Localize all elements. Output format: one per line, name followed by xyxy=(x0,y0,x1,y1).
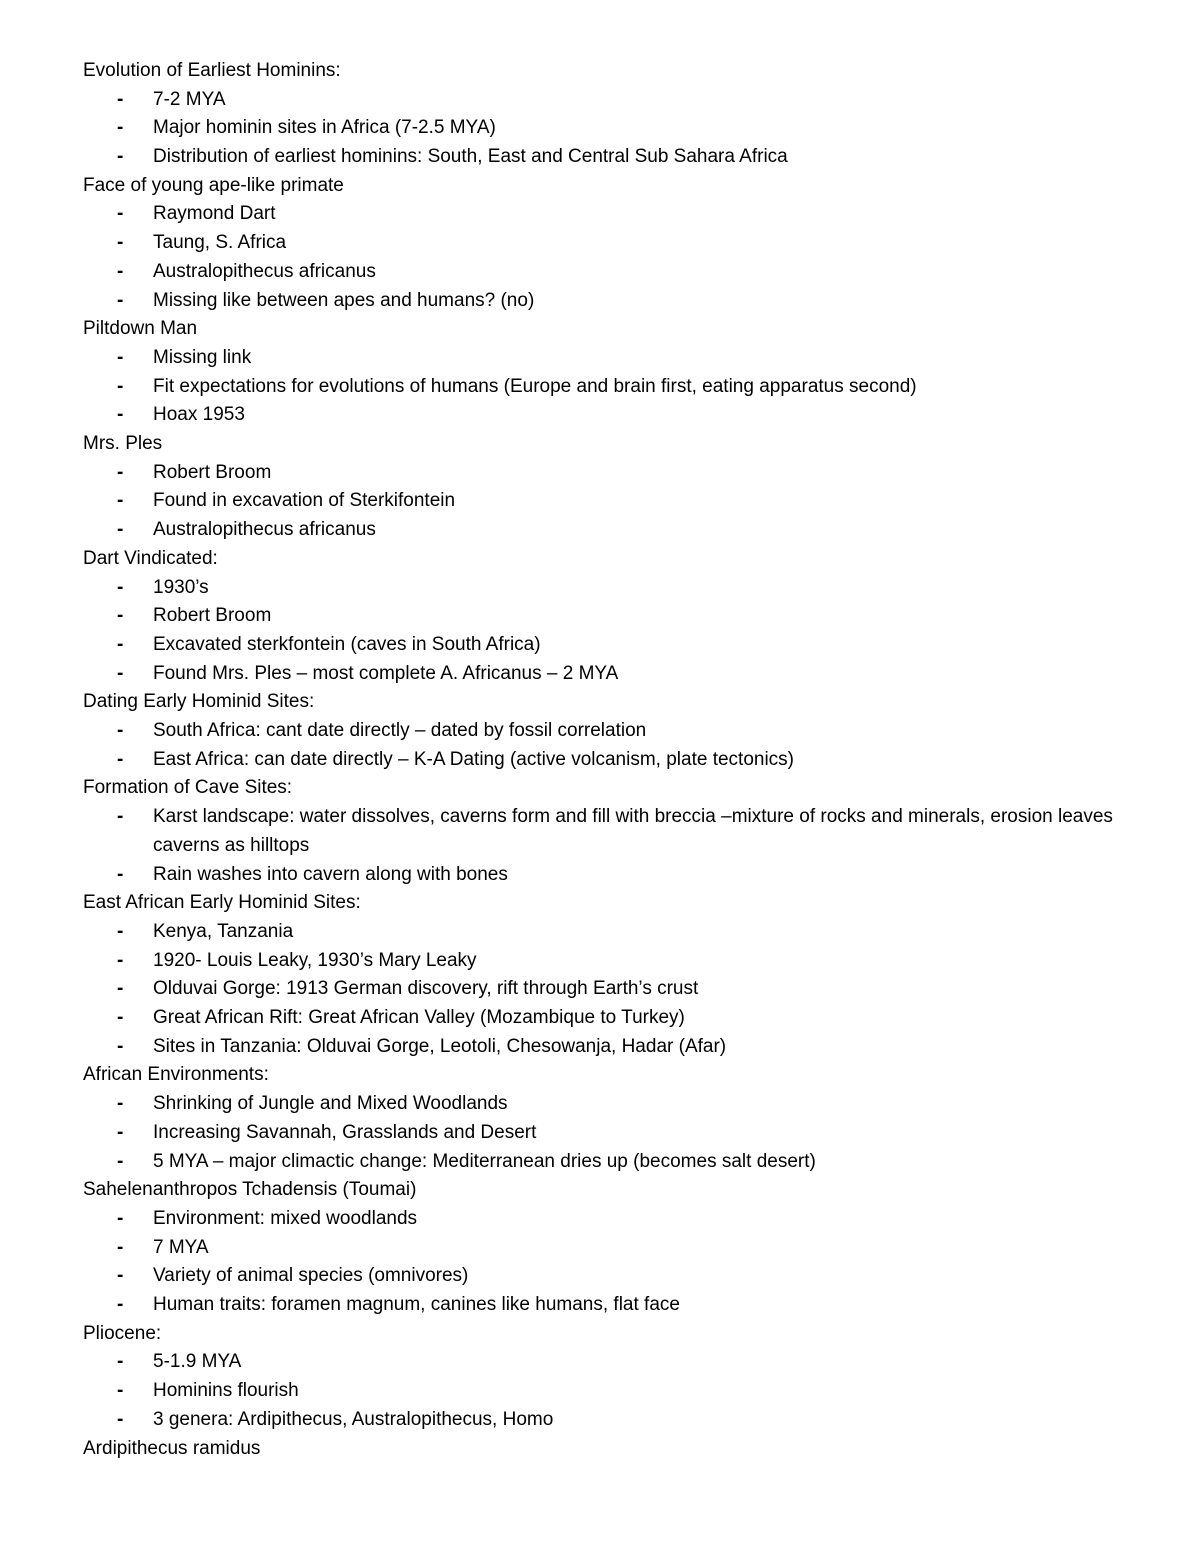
bullet-item xyxy=(83,373,1133,402)
bullet-text: 5-1.9 MYA xyxy=(153,1351,242,1373)
note-section xyxy=(83,1176,1133,1320)
bullet-dash: - xyxy=(117,1294,124,1316)
bullet-list xyxy=(83,717,1133,774)
bullet-dash: - xyxy=(117,576,124,598)
bullet-dash: - xyxy=(117,1150,124,1172)
bullet-item xyxy=(83,1234,1133,1263)
bullet-text: 7-2 MYA xyxy=(153,88,226,110)
section-heading: Face of young ape-like primate xyxy=(83,174,344,196)
bullet-dash: - xyxy=(117,1380,124,1402)
bullet-text: Excavated sterkfontein (caves in South Africa) xyxy=(153,633,541,655)
section-heading: Sahelenanthropos Tchadensis (Toumai) xyxy=(83,1179,417,1201)
bullet-item xyxy=(83,660,1133,689)
bullet-item xyxy=(83,1004,1133,1033)
bullet-dash: - xyxy=(117,806,124,828)
bullet-text: Raymond Dart xyxy=(153,203,276,225)
section-heading: Pliocene: xyxy=(83,1322,162,1344)
bullet-text: East Africa: can date directly – K-A Dating (active volcanism, plate tectonics) xyxy=(153,748,795,770)
bullet-item xyxy=(83,229,1133,258)
bullet-text: 1920- Louis Leaky, 1930’s Mary Leaky xyxy=(153,949,477,971)
bullet-dash: - xyxy=(117,260,124,282)
section-heading: East African Early Hominid Sites: xyxy=(83,892,361,914)
bullet-item xyxy=(83,143,1133,172)
bullet-dash: - xyxy=(117,662,124,684)
bullet-item xyxy=(83,803,1133,860)
bullet-item xyxy=(83,1119,1133,1148)
bullet-item xyxy=(83,200,1133,229)
bullet-text: 7 MYA xyxy=(153,1236,209,1258)
bullet-item xyxy=(83,631,1133,660)
document-body xyxy=(83,57,1133,1463)
bullet-dash: - xyxy=(117,375,124,397)
bullet-item xyxy=(83,1205,1133,1234)
bullet-item xyxy=(83,114,1133,143)
section-heading: Dating Early Hominid Sites: xyxy=(83,691,315,713)
bullet-item xyxy=(83,574,1133,603)
bullet-text: Taung, S. Africa xyxy=(153,232,287,254)
bullet-dash: - xyxy=(117,404,124,426)
section-heading: Piltdown Man xyxy=(83,318,198,340)
bullet-dash: - xyxy=(117,1121,124,1143)
note-section xyxy=(83,688,1133,774)
bullet-text: Kenya, Tanzania xyxy=(153,920,294,942)
bullet-dash: - xyxy=(117,117,124,139)
bullet-text: Human traits: foramen magnum, canines like humans, flat face xyxy=(153,1294,680,1316)
bullet-text: 5 MYA – major climactic change: Mediterranean dries up (becomes salt desert) xyxy=(153,1150,816,1172)
bullet-item xyxy=(83,947,1133,976)
bullet-item xyxy=(83,1033,1133,1062)
bullet-text: Robert Broom xyxy=(153,461,272,483)
bullet-text: Major hominin sites in Africa (7-2.5 MYA) xyxy=(153,117,496,139)
bullet-item xyxy=(83,516,1133,545)
bullet-item xyxy=(83,861,1133,890)
bullet-dash: - xyxy=(117,203,124,225)
bullet-list xyxy=(83,459,1133,545)
bullet-list xyxy=(83,86,1133,172)
bullet-dash: - xyxy=(117,1035,124,1057)
bullet-item xyxy=(83,602,1133,631)
bullet-item xyxy=(83,1406,1133,1435)
bullet-dash: - xyxy=(117,490,124,512)
bullet-text: Australopithecus africanus xyxy=(153,260,376,282)
note-section xyxy=(83,774,1133,889)
bullet-dash: - xyxy=(117,748,124,770)
bullet-text: 1930’s xyxy=(153,576,209,598)
bullet-item xyxy=(83,1090,1133,1119)
bullet-dash: - xyxy=(117,1408,124,1430)
bullet-dash: - xyxy=(117,1265,124,1287)
note-section xyxy=(83,889,1133,1061)
bullet-dash: - xyxy=(117,720,124,742)
bullet-text: 3 genera: Ardipithecus, Australopithecus, Homo xyxy=(153,1408,554,1430)
bullet-text: Rain washes into cavern along with bones xyxy=(153,863,508,885)
note-section xyxy=(83,430,1133,545)
bullet-text: Found in excavation of Sterkifontein xyxy=(153,490,456,512)
section-heading: Formation of Cave Sites: xyxy=(83,777,293,799)
bullet-list xyxy=(83,803,1133,889)
bullet-dash: - xyxy=(117,1207,124,1229)
bullet-item xyxy=(83,717,1133,746)
bullet-list xyxy=(83,1348,1133,1434)
bullet-list xyxy=(83,574,1133,689)
note-section xyxy=(83,57,1133,172)
bullet-dash: - xyxy=(117,1093,124,1115)
section-heading: Evolution of Earliest Hominins: xyxy=(83,60,341,81)
note-section xyxy=(83,315,1133,430)
bullet-dash: - xyxy=(117,88,124,110)
note-section xyxy=(83,1320,1133,1435)
note-section xyxy=(83,1061,1133,1176)
bullet-text: Robert Broom xyxy=(153,605,272,627)
bullet-text: Shrinking of Jungle and Mixed Woodlands xyxy=(153,1093,508,1115)
bullet-item xyxy=(83,86,1133,115)
note-section xyxy=(83,545,1133,689)
note-section xyxy=(83,172,1133,316)
bullet-dash: - xyxy=(117,461,124,483)
bullet-list xyxy=(83,344,1133,430)
bullet-text: Hominins flourish xyxy=(153,1380,299,1402)
bullet-item xyxy=(83,258,1133,287)
bullet-text: Missing link xyxy=(153,346,252,368)
bullet-text: Karst landscape: water dissolves, caverns form and fill with breccia –mixture of rocks and minerals, erosion leaves caverns as hilltops xyxy=(153,806,1113,856)
bullet-item xyxy=(83,287,1133,316)
bullet-item xyxy=(83,1291,1133,1320)
bullet-list xyxy=(83,1090,1133,1176)
bullet-dash: - xyxy=(117,605,124,627)
bullet-text: South Africa: cant date directly – dated by fossil correlation xyxy=(153,720,647,742)
bullet-list xyxy=(83,1205,1133,1320)
section-heading: African Environments: xyxy=(83,1064,269,1086)
bullet-text: Olduvai Gorge: 1913 German discovery, rift through Earth’s crust xyxy=(153,978,699,1000)
bullet-item xyxy=(83,459,1133,488)
section-heading: Ardipithecus ramidus xyxy=(83,1437,261,1459)
bullet-text: Hoax 1953 xyxy=(153,404,245,426)
bullet-dash: - xyxy=(117,949,124,971)
bullet-dash: - xyxy=(117,1351,124,1373)
bullet-dash: - xyxy=(117,1236,124,1258)
bullet-text: Sites in Tanzania: Olduvai Gorge, Leotoli, Chesowanja, Hadar (Afar) xyxy=(153,1035,727,1057)
bullet-dash: - xyxy=(117,346,124,368)
bullet-dash: - xyxy=(117,146,124,168)
bullet-text: Environment: mixed woodlands xyxy=(153,1207,418,1229)
bullet-text: Missing like between apes and humans? (no) xyxy=(153,289,535,311)
bullet-text: Found Mrs. Ples – most complete A. Africanus – 2 MYA xyxy=(153,662,619,684)
bullet-item xyxy=(83,1148,1133,1177)
bullet-item xyxy=(83,1262,1133,1291)
bullet-dash: - xyxy=(117,232,124,254)
bullet-item xyxy=(83,746,1133,775)
bullet-dash: - xyxy=(117,289,124,311)
bullet-item xyxy=(83,401,1133,430)
bullet-item xyxy=(83,487,1133,516)
bullet-dash: - xyxy=(117,978,124,1000)
bullet-dash: - xyxy=(117,633,124,655)
bullet-item xyxy=(83,344,1133,373)
bullet-dash: - xyxy=(117,519,124,541)
bullet-list xyxy=(83,200,1133,315)
bullet-dash: - xyxy=(117,863,124,885)
bullet-text: Distribution of earliest hominins: South, East and Central Sub Sahara Africa xyxy=(153,146,788,168)
bullet-list xyxy=(83,918,1133,1062)
bullet-item xyxy=(83,975,1133,1004)
bullet-text: Australopithecus africanus xyxy=(153,519,376,541)
bullet-item xyxy=(83,918,1133,947)
bullet-text: Variety of animal species (omnivores) xyxy=(153,1265,469,1287)
note-section xyxy=(83,1435,1133,1464)
bullet-dash: - xyxy=(117,1007,124,1029)
bullet-item xyxy=(83,1377,1133,1406)
bullet-text: Increasing Savannah, Grasslands and Desert xyxy=(153,1121,537,1143)
section-heading: Dart Vindicated: xyxy=(83,547,218,569)
bullet-text: Great African Rift: Great African Valley (Mozambique to Turkey) xyxy=(153,1007,685,1029)
bullet-item xyxy=(83,1348,1133,1377)
bullet-dash: - xyxy=(117,920,124,942)
section-heading: Mrs. Ples xyxy=(83,433,163,455)
bullet-text: Fit expectations for evolutions of humans (Europe and brain first, eating apparatus second) xyxy=(153,375,917,397)
